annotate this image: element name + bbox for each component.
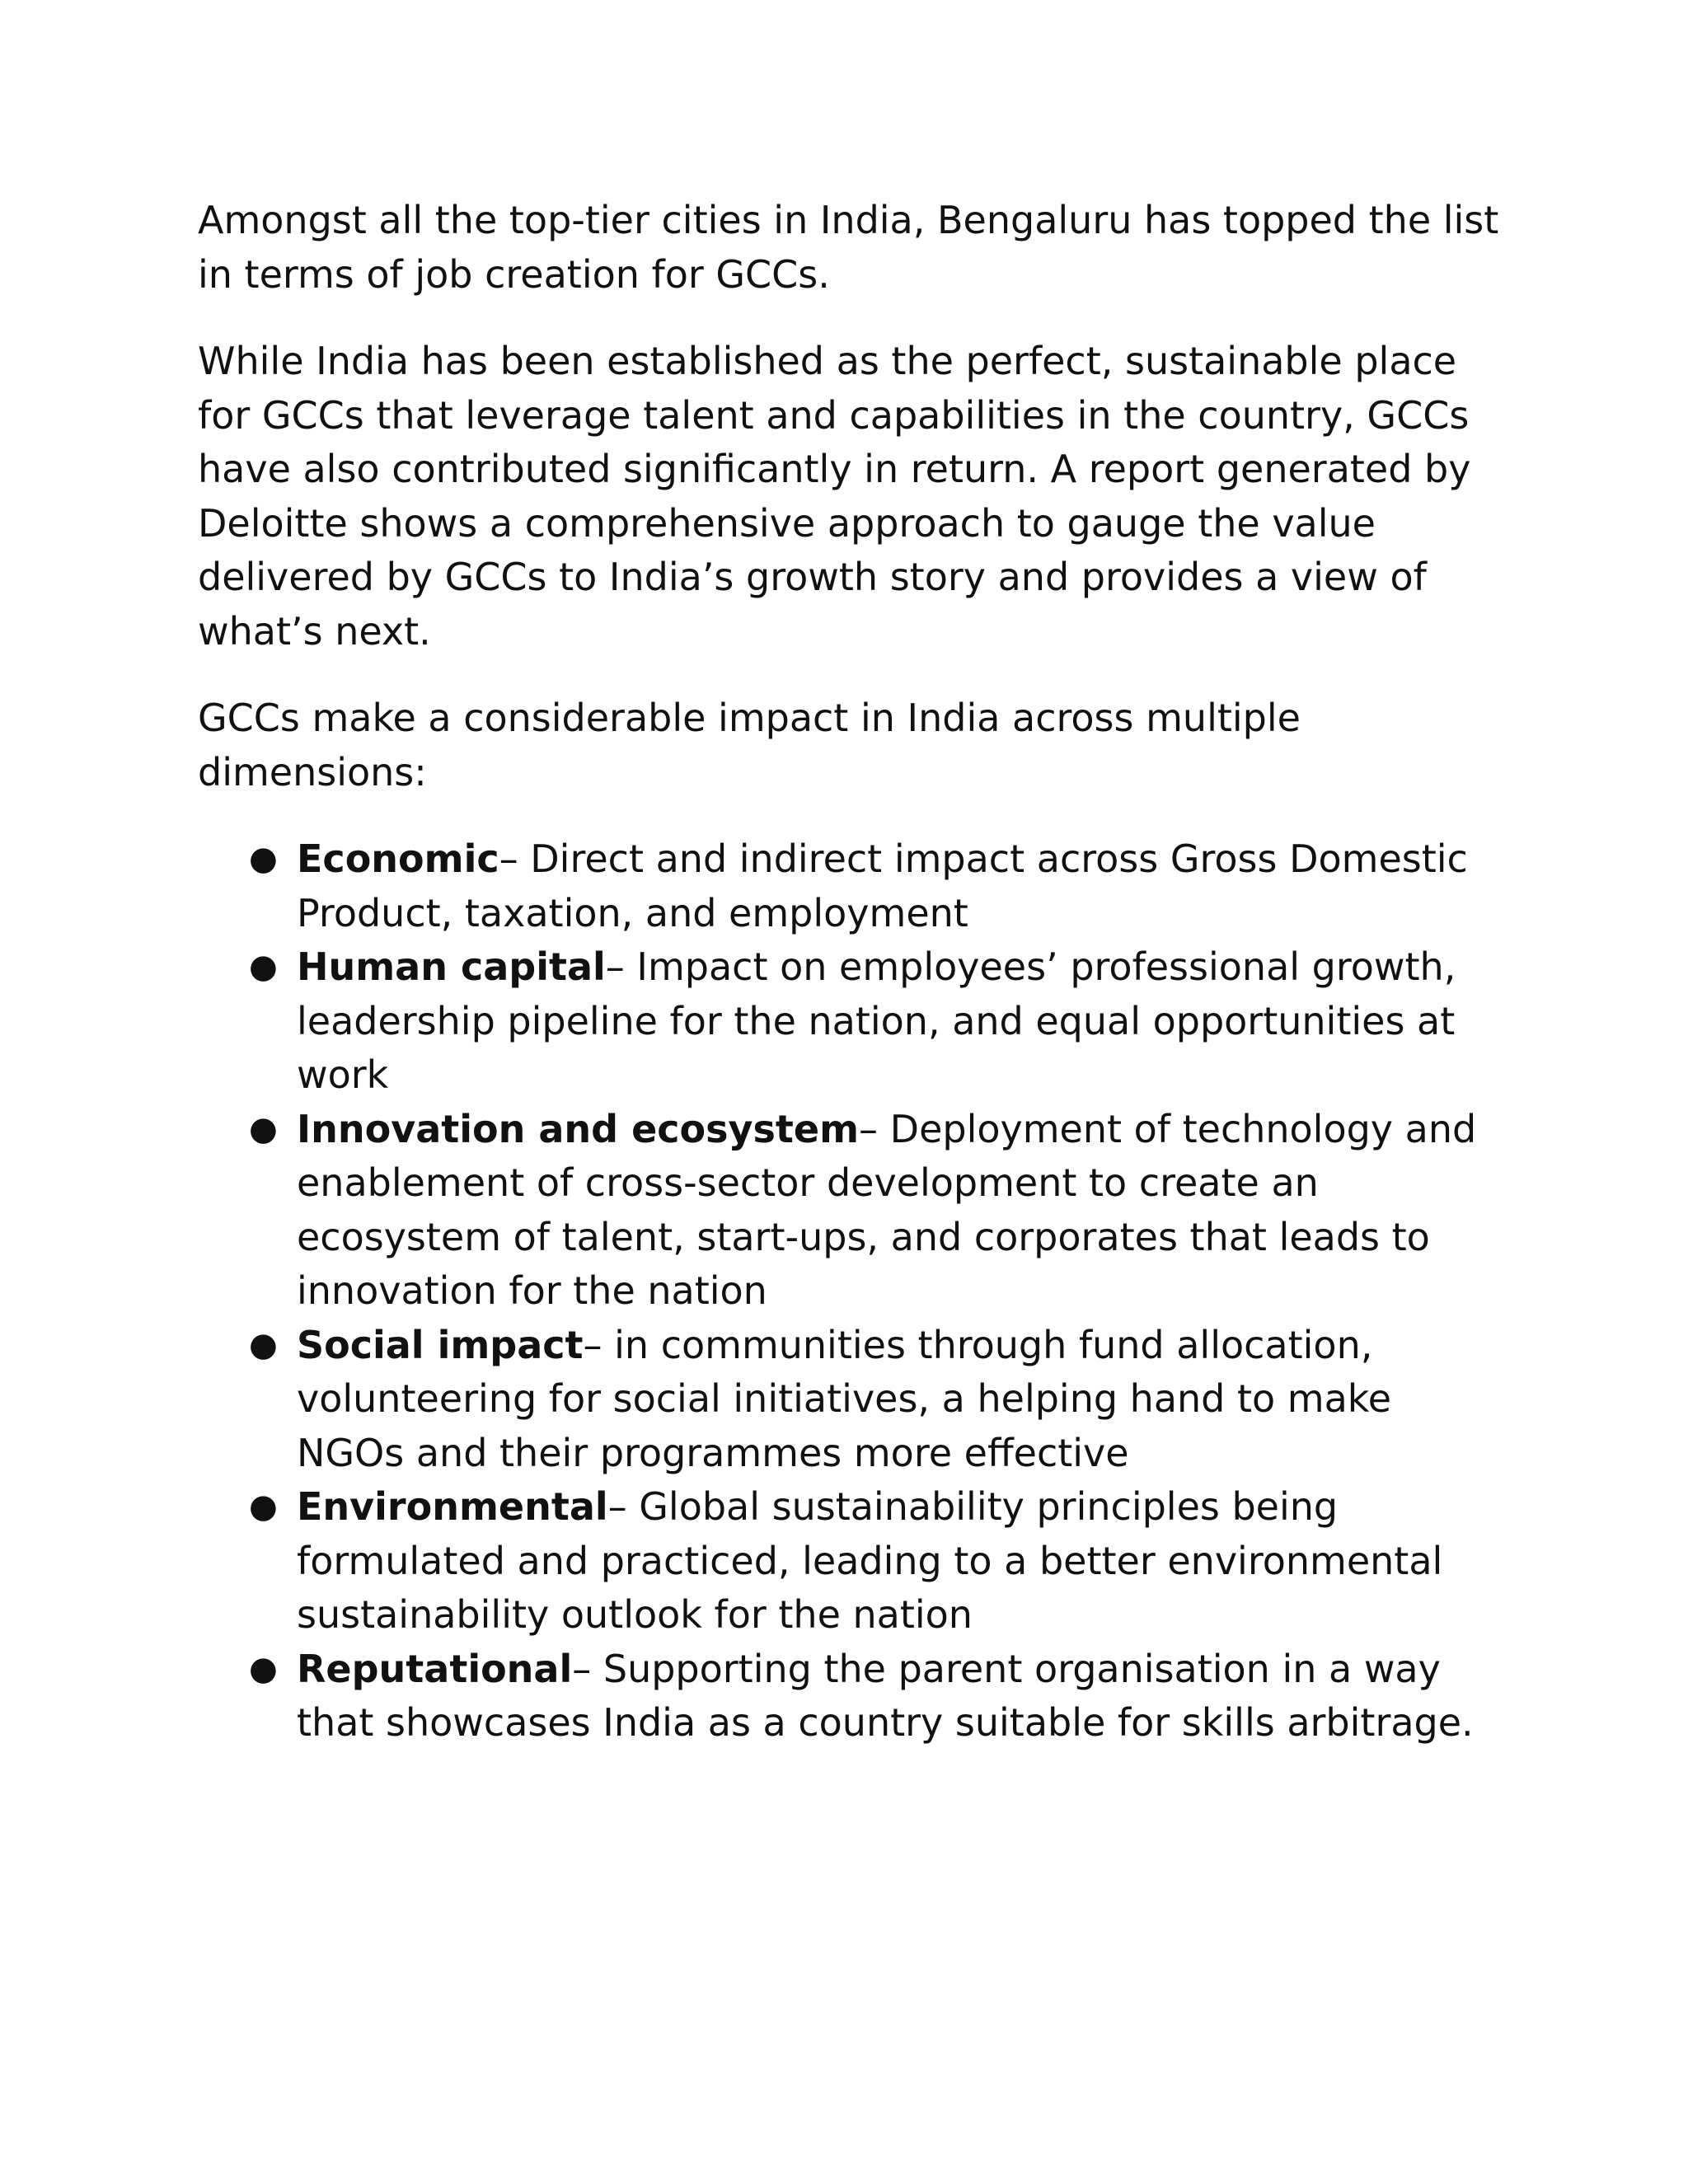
list-item-reputational: [249, 1643, 1500, 1750]
list-item-innovation-ecosystem: [249, 1103, 1500, 1319]
dimension-description: – Impact on employees’ professional growth, leadership pipeline for the nation, and equal opportunities at work: [297, 944, 1456, 1097]
bullet-icon: ●: [249, 1109, 278, 1148]
paragraph-dimensions-intro: GCCs make a considerable impact in India across multiple dimensions:: [198, 696, 1301, 794]
bullet-icon: ●: [249, 1325, 278, 1364]
dimension-term: Innovation and ecosystem: [297, 1106, 860, 1151]
dimension-description: – Direct and indirect impact across Gross Domestic Product, taxation, and employment: [297, 837, 1468, 935]
list-item-environmental: [249, 1480, 1500, 1643]
list-item-social-impact: [249, 1319, 1500, 1481]
dimension-term: Economic: [297, 837, 499, 881]
paragraph-bengaluru: Amongst all the top-tier cities in India, Bengaluru has topped the list in terms of job creation for GCCs.: [198, 198, 1499, 297]
dimension-list: [198, 832, 1500, 1750]
bullet-icon: ●: [249, 1649, 278, 1688]
list-item-economic: [249, 832, 1500, 940]
dimension-term: Social impact: [297, 1322, 584, 1367]
bullet-icon: ●: [249, 948, 278, 986]
dimension-term: Human capital: [297, 944, 606, 989]
dimension-description: – Deployment of technology and enablement of cross-sector development to create an ecosystem of talent, start-ups, and corporates that leads to innovation for the nation: [297, 1106, 1477, 1313]
dimension-term: Reputational: [297, 1646, 573, 1691]
paragraph-deloitte-report: While India has been established as the perfect, sustainable place for GCCs that leverage talent and capabilities in the country, GCCs have also contributed significantly in return. A report generated by Deloitte shows a comprehensive approach to gauge the value delivered by GCCs to India’s growth story and provides a view of what’s next.: [198, 339, 1471, 654]
dimension-description: – Supporting the parent organisation in a way that showcases India as a country suitable for skills arbitrage.: [297, 1646, 1474, 1745]
dimension-term: Environmental: [297, 1484, 608, 1529]
dimension-description: – in communities through fund allocation, volunteering for social initiatives, a helping hand to make NGOs and their programmes more effective: [297, 1322, 1392, 1475]
bullet-icon: ●: [249, 840, 278, 878]
list-item-human-capital: [249, 940, 1500, 1103]
bullet-icon: ●: [249, 1488, 278, 1526]
document-page: [198, 194, 1500, 1750]
dimension-description: – Global sustainability principles being formulated and practiced, leading to a better environmental sustainability outlook for the nation: [297, 1484, 1443, 1637]
